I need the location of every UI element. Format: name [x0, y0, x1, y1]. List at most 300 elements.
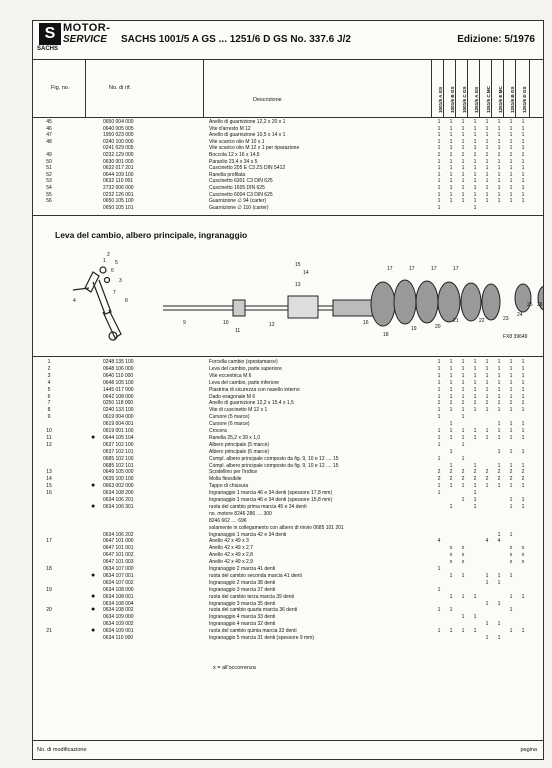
model-column-header: 1251/5 A GS [474, 86, 479, 113]
model-quantity: 1 [509, 483, 513, 490]
model-quantity: 1 [497, 579, 501, 586]
model-quantity: 1 [461, 414, 465, 421]
model-quantity: 1 [497, 386, 501, 393]
model-quantity: 1 [509, 379, 513, 386]
model-quantity: 1 [437, 198, 441, 205]
model-quantity: 1 [461, 171, 465, 178]
model-quantity: 1 [437, 191, 441, 198]
part-number: 0240 133 100 [103, 407, 134, 414]
part-number: 0634 108 001 [103, 593, 134, 600]
column-header [33, 59, 543, 118]
part-number: 0232 129 000 [103, 152, 134, 158]
model-quantity: 1 [521, 145, 525, 152]
model-quantity: 1 [449, 198, 453, 205]
model-column-header: 1001/6 C GS [462, 86, 467, 113]
model-quantity: 1 [509, 421, 513, 428]
model-quantity: 1 [509, 185, 513, 191]
drawing-code: FX8 39649 [503, 334, 528, 340]
model-quantity: 1 [437, 171, 441, 178]
model-quantity: 1 [473, 428, 477, 434]
column-divider [467, 59, 468, 117]
part-description: Vite scarico olio M 10 x 1 [209, 138, 265, 145]
model-quantity: 1 [449, 158, 453, 165]
model-quantity: 1 [497, 158, 501, 165]
fig-number: 18 [46, 566, 52, 572]
model-quantity: 1 [521, 448, 525, 455]
model-quantity: 1 [437, 185, 441, 191]
page-label: pagina [520, 747, 537, 753]
new-part-bullet: ● [91, 433, 96, 441]
model-quantity: 1 [485, 372, 489, 379]
model-quantity: 1 [473, 152, 477, 158]
model-quantity: 2 [437, 476, 441, 483]
model-quantity: 1 [485, 132, 489, 139]
fig-number: 52 [46, 171, 52, 178]
model-quantity: 1 [497, 434, 501, 441]
model-quantity: 1 [473, 497, 477, 503]
model-quantity: 1 [461, 185, 465, 191]
model-quantity: 1 [485, 379, 489, 386]
model-quantity: 1 [485, 635, 489, 641]
model-quantity: 1 [497, 185, 501, 191]
part-description: Anello di guarnizione 10,5 x 14 x 1 [209, 132, 286, 139]
svg-text:15: 15 [295, 262, 301, 268]
model-quantity: 1 [485, 152, 489, 158]
model-quantity: 1 [473, 132, 477, 139]
model-quantity: 1 [437, 158, 441, 165]
model-quantity: 1 [461, 178, 465, 185]
model-quantity: 1 [449, 393, 453, 400]
model-quantity: x [509, 559, 513, 566]
model-quantity: 1 [461, 372, 465, 379]
model-quantity: 2 [449, 469, 453, 476]
model-quantity: 1 [461, 379, 465, 386]
model-quantity: 1 [485, 119, 489, 125]
fig-number: 10 [46, 428, 52, 434]
fig-number: 9 [47, 414, 51, 421]
part-description: Anello 42 x 49 x 3 [209, 538, 249, 545]
part-description: Ranella 25,2 x 39 x 1,0 [209, 434, 261, 441]
model-quantity: 1 [473, 407, 477, 414]
part-number: 0241 029 005 [103, 145, 134, 152]
model-quantity: 1 [521, 379, 525, 386]
model-column-header: 1251/6 B GS [510, 86, 515, 113]
parts-row [33, 205, 545, 212]
model-quantity: 1 [497, 462, 501, 469]
model-quantity: 1 [437, 490, 441, 497]
new-part-bullet: ● [91, 502, 96, 510]
part-description: ruota del cambio prima marcia 45 e 34 denti [209, 503, 307, 510]
modification-label: No. di modificazione [37, 747, 87, 753]
model-quantity: 1 [497, 171, 501, 178]
svg-text:13: 13 [295, 282, 301, 288]
svg-text:25: 25 [527, 302, 533, 308]
model-quantity: 1 [449, 138, 453, 145]
model-quantity: 1 [509, 152, 513, 158]
part-description: Leva del cambio, parte superiore [209, 365, 282, 372]
model-quantity: 1 [437, 455, 441, 462]
model-column-header: 1001/6 B GS [450, 86, 455, 113]
svg-text:12: 12 [269, 322, 275, 328]
model-quantity: 1 [485, 428, 489, 434]
model-quantity: 1 [497, 178, 501, 185]
svg-text:11: 11 [235, 328, 241, 334]
model-quantity: 2 [521, 476, 525, 483]
column-divider [431, 59, 432, 117]
model-quantity: 1 [449, 607, 453, 614]
model-quantity: 1 [437, 566, 441, 572]
svg-text:14: 14 [303, 270, 309, 276]
model-quantity: 2 [497, 476, 501, 483]
part-number: 0634 106 202 [103, 531, 134, 538]
model-quantity: 1 [497, 572, 501, 579]
part-description: Boccola 12 x 16 x 14,5 [209, 152, 260, 158]
model-quantity: 1 [521, 158, 525, 165]
part-number: 0647 101 002 [103, 552, 134, 559]
part-number: 0632 017 201 [103, 165, 134, 172]
model-quantity: 1 [449, 434, 453, 441]
column-divider [85, 59, 86, 117]
gearbox-section [33, 215, 543, 357]
model-quantity: 1 [473, 125, 477, 132]
model-column-header: 1251/6 D GS [522, 86, 527, 113]
model-quantity: 1 [509, 497, 513, 503]
part-number: 0232 126 001 [103, 191, 134, 198]
model-quantity: 1 [449, 628, 453, 635]
fig-number: 4 [47, 379, 51, 386]
svg-text:16: 16 [363, 320, 369, 326]
model-quantity: 1 [473, 400, 477, 407]
model-quantity: 1 [437, 428, 441, 434]
model-quantity: 1 [497, 483, 501, 490]
svg-text:17: 17 [387, 266, 393, 272]
model-quantity: 1 [509, 628, 513, 635]
exploded-drawing [33, 242, 543, 354]
model-quantity: 1 [497, 379, 501, 386]
model-quantity: 1 [485, 198, 489, 205]
part-number: 0634 109 002 [103, 621, 134, 628]
model-quantity: 1 [473, 204, 477, 211]
logo-mark: S [39, 23, 61, 45]
part-description: Compl. albero principale composto da fig. 9, 10 e 12 .... 15 [209, 455, 339, 462]
fig-number: 2 [47, 365, 51, 372]
model-quantity: 1 [473, 490, 477, 497]
part-number: 0685 102 100 [103, 455, 134, 462]
model-quantity: 2 [473, 469, 477, 476]
model-quantity: x [449, 559, 453, 566]
model-quantity: 1 [437, 386, 441, 393]
model-quantity: 1 [449, 185, 453, 191]
model-quantity: 1 [449, 132, 453, 139]
model-column-header: 1251/5 C MC [486, 85, 491, 113]
model-quantity: 1 [497, 400, 501, 407]
model-quantity: 4 [497, 538, 501, 545]
part-number: 0642 108 000 [103, 393, 134, 400]
model-quantity: 1 [437, 393, 441, 400]
model-quantity: 1 [473, 386, 477, 393]
part-description: Paraolio 23,4 x 34 x 5 [209, 158, 258, 165]
part-description: Anello 42 x 49 x 2,9 [209, 559, 253, 566]
model-quantity: 1 [521, 152, 525, 158]
part-description: ruota del cambio seconda marcia 41 denti [209, 572, 302, 579]
model-quantity: 2 [485, 476, 489, 483]
part-description: Vite d'arresto M 12 [209, 125, 251, 132]
part-number: 0634 108 200 [103, 490, 134, 497]
column-divider [203, 59, 204, 117]
new-part-bullet: ● [91, 571, 96, 579]
model-quantity: 1 [461, 191, 465, 198]
part-number: 0240 100 000 [103, 138, 134, 145]
model-quantity: 1 [461, 152, 465, 158]
model-quantity: 1 [497, 428, 501, 434]
model-quantity: 1 [461, 407, 465, 414]
fig-number: 46 [46, 125, 52, 132]
part-number: 0619 001 100 [103, 428, 134, 434]
model-quantity: 1 [485, 579, 489, 586]
model-quantity: 1 [485, 483, 489, 490]
fig-number: 19 [46, 586, 52, 593]
model-quantity: 1 [509, 503, 513, 510]
column-divider [529, 59, 530, 117]
parts-list-page [32, 20, 544, 760]
model-quantity: 1 [449, 379, 453, 386]
model-quantity: 1 [473, 138, 477, 145]
model-quantity: 1 [461, 386, 465, 393]
column-divider [479, 59, 480, 117]
model-quantity: 1 [521, 178, 525, 185]
parts-row [33, 635, 545, 642]
model-quantity: 1 [509, 145, 513, 152]
svg-text:7: 7 [113, 290, 116, 296]
model-quantity: 1 [461, 628, 465, 635]
model-quantity: 1 [509, 119, 513, 125]
part-number: 0685 102 101 [103, 462, 134, 469]
svg-text:1: 1 [103, 258, 106, 264]
part-description: ruota del cambio quinta marcia 33 denti [209, 628, 297, 635]
model-quantity: 1 [521, 503, 525, 510]
model-quantity: 1 [461, 434, 465, 441]
model-quantity: 1 [473, 483, 477, 490]
model-quantity: 1 [521, 138, 525, 145]
model-quantity: 1 [509, 125, 513, 132]
model-quantity: 1 [461, 428, 465, 434]
fig-number: 51 [46, 165, 52, 172]
fig-number: 6 [47, 393, 51, 400]
part-description: 8246 662 .... 696 [209, 517, 247, 524]
model-quantity: 1 [497, 600, 501, 607]
part-number: 1950 023 000 [103, 132, 134, 139]
model-quantity: 1 [437, 414, 441, 421]
model-quantity: 1 [449, 191, 453, 198]
part-description: Ingranaggio 1 marcia 42 e 34 denti [209, 531, 287, 538]
model-quantity: x [509, 545, 513, 552]
model-quantity: 1 [509, 448, 513, 455]
model-quantity: 1 [437, 125, 441, 132]
svg-text:26: 26 [537, 302, 543, 308]
model-quantity: 1 [521, 185, 525, 191]
model-quantity: 1 [509, 434, 513, 441]
part-description: Cuscinetto 1605 DIN 625 [209, 185, 265, 191]
model-quantity: 1 [449, 372, 453, 379]
part-description: Cursore (5 marce) [209, 414, 250, 421]
model-quantity: 2 [461, 476, 465, 483]
part-number: 0634 108 000 [103, 586, 134, 593]
model-quantity: 1 [509, 178, 513, 185]
part-number: 0619 004 001 [103, 421, 134, 428]
model-quantity: 1 [449, 359, 453, 365]
model-quantity: 1 [449, 593, 453, 600]
fig-number: 50 [46, 158, 52, 165]
model-quantity: 2 [449, 476, 453, 483]
model-quantity: 1 [497, 165, 501, 172]
part-description: Ingranaggio 3 marcia 37 denti [209, 586, 276, 593]
model-quantity: 1 [449, 125, 453, 132]
svg-text:22: 22 [479, 318, 485, 324]
model-quantity: 1 [521, 421, 525, 428]
part-description: Anello 42 x 49 x 2,8 [209, 552, 253, 559]
model-quantity: 1 [437, 165, 441, 172]
model-quantity: 1 [521, 132, 525, 139]
part-description: Dado esagonale M 6 [209, 393, 256, 400]
model-quantity: 1 [437, 400, 441, 407]
model-quantity: 1 [521, 428, 525, 434]
svg-text:6: 6 [111, 268, 114, 274]
part-description: Anello 42 x 49 x 2,7 [209, 545, 253, 552]
fig-number: 3 [47, 372, 51, 379]
model-quantity: x [509, 552, 513, 559]
model-quantity: 1 [449, 572, 453, 579]
model-quantity: 1 [497, 198, 501, 205]
fig-number: 21 [46, 628, 52, 635]
part-description: Ranella profilata [209, 171, 246, 178]
model-quantity: 1 [473, 119, 477, 125]
model-quantity: 1 [509, 138, 513, 145]
model-quantity: 2 [521, 469, 525, 476]
column-divider [503, 59, 504, 117]
model-quantity: 2 [509, 476, 513, 483]
model-quantity: 1 [437, 628, 441, 635]
model-quantity: 1 [461, 158, 465, 165]
model-quantity: 1 [521, 359, 525, 365]
model-quantity: 1 [473, 178, 477, 185]
model-quantity: 1 [521, 372, 525, 379]
model-quantity: 1 [461, 198, 465, 205]
part-number: 0634 108 002 [103, 607, 134, 614]
model-quantity: 1 [497, 132, 501, 139]
model-quantity: 1 [497, 448, 501, 455]
part-number: 0647 101 000 [103, 538, 134, 545]
part-description: Anello di guarnizione 12,2 x 15,4 x 1,5 [209, 400, 294, 407]
model-quantity: 1 [497, 145, 501, 152]
model-quantity: 1 [497, 125, 501, 132]
part-description: Albero principale (5 marce) [209, 441, 270, 448]
model-quantity: 1 [485, 600, 489, 607]
part-number: 0634 106 301 [103, 503, 134, 510]
footnote: x = all'occorrenza [213, 665, 256, 671]
svg-text:3: 3 [119, 278, 122, 284]
part-description: ruota del cambio quarta marcia 36 denti [209, 607, 298, 614]
model-quantity: 1 [485, 125, 489, 132]
model-quantity: 1 [461, 593, 465, 600]
part-description: Cursore (6 marce) [209, 421, 250, 428]
part-number: 0634 109 000 [103, 614, 134, 621]
model-quantity: 1 [461, 119, 465, 125]
model-quantity: 1 [521, 125, 525, 132]
part-number: 2732 006 000 [103, 185, 134, 191]
model-quantity: 1 [437, 119, 441, 125]
model-quantity: 1 [509, 165, 513, 172]
column-divider [443, 59, 444, 117]
model-quantity: 1 [485, 178, 489, 185]
fig-number: 7 [47, 400, 51, 407]
model-quantity: 1 [461, 132, 465, 139]
model-quantity: 1 [437, 372, 441, 379]
col-number-header: No. di rif. [109, 85, 132, 91]
model-quantity: 1 [485, 407, 489, 414]
model-quantity: 1 [473, 145, 477, 152]
part-number: 0644 109 100 [103, 171, 134, 178]
model-quantity: 1 [509, 607, 513, 614]
part-description: Forcella cambio (spostamarce) [209, 359, 278, 365]
part-number: 0634 107 001 [103, 572, 134, 579]
part-number: 0630 001 000 [103, 158, 134, 165]
col-description-header: Descrizione [253, 97, 282, 103]
part-description: Piastrina di sicurezza con nasello interno [209, 386, 300, 393]
model-quantity: 1 [521, 483, 525, 490]
part-number: 0637 102 100 [103, 441, 134, 448]
part-description: Ingranaggio 1 marcia 46 e 34 denti (spessore 15,8 mm) [209, 497, 333, 503]
model-quantity: 1 [449, 428, 453, 434]
part-number: 0644 105 104 [103, 434, 134, 441]
model-quantity: 1 [497, 393, 501, 400]
model-quantity: 1 [521, 191, 525, 198]
model-quantity: 2 [509, 469, 513, 476]
part-number: 0634 106 201 [103, 497, 134, 503]
fig-number: 8 [47, 407, 51, 414]
part-number: 0663 002 000 [103, 483, 134, 490]
part-description: Tappo di chiusura [209, 483, 249, 490]
svg-text:17: 17 [431, 266, 437, 272]
model-quantity: 1 [497, 531, 501, 538]
model-quantity: 1 [473, 393, 477, 400]
model-quantity: x [521, 552, 525, 559]
fig-number: 55 [46, 191, 52, 198]
model-quantity: 1 [437, 132, 441, 139]
model-quantity: 1 [461, 125, 465, 132]
model-quantity: 1 [521, 434, 525, 441]
model-quantity: 1 [449, 400, 453, 407]
model-quantity: 1 [521, 198, 525, 205]
model-quantity: 1 [473, 171, 477, 178]
model-quantity: 1 [461, 393, 465, 400]
model-quantity: 1 [437, 178, 441, 185]
part-number: 1445 017 000 [103, 386, 134, 393]
model-quantity: 1 [509, 407, 513, 414]
model-quantity: 1 [497, 372, 501, 379]
section-title: Leva del cambio, albero principale, ingranaggio [55, 230, 248, 240]
model-quantity: 1 [473, 158, 477, 165]
part-number: 0248 135 100 [103, 359, 134, 365]
fig-number: 11 [46, 434, 52, 441]
model-quantity: 1 [497, 407, 501, 414]
svg-text:10: 10 [223, 320, 229, 326]
fig-number: 14 [46, 476, 52, 483]
model-quantity: 1 [473, 379, 477, 386]
model-quantity: 1 [521, 171, 525, 178]
model-quantity: 1 [521, 462, 525, 469]
model-quantity: 1 [485, 393, 489, 400]
model-quantity: 1 [497, 635, 501, 641]
